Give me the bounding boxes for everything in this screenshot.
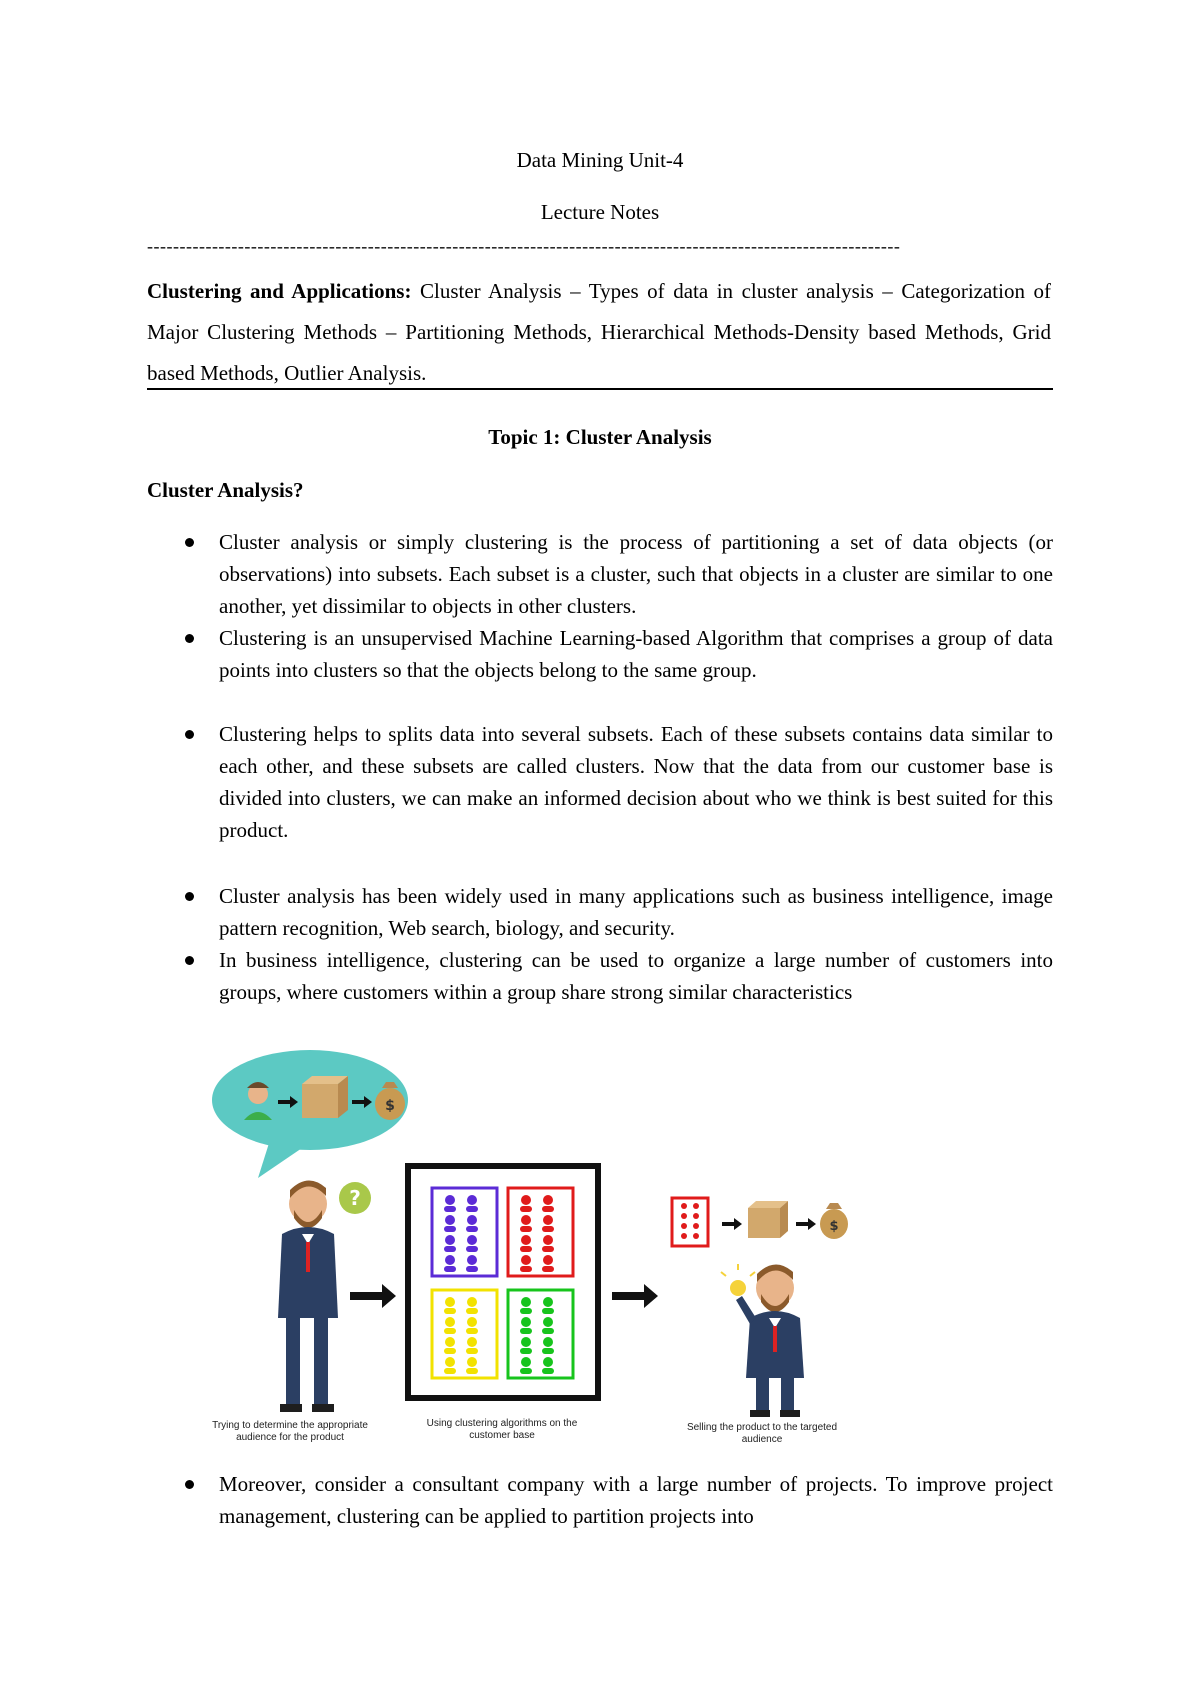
selling-businessman-icon (721, 1264, 804, 1417)
list-item: Clustering is an unsupervised Machine Learning-based Algorithm that comprises a group of data points into clusters so that the objects belong to the same group. (147, 622, 1053, 686)
clustering-illustration (210, 1048, 870, 1448)
caption-middle-line1: Using clustering algorithms on the (426, 1418, 578, 1429)
dashed-separator: -------------------------------------------------------------------------------------------------------------------- (147, 236, 901, 256)
bullet-icon (185, 730, 194, 739)
target-segment-flow (672, 1198, 848, 1246)
list-item: Moreover, consider a consultant company with a large number of projects. To improve project management, clustering can be applied to partition projects into (147, 1468, 1053, 1532)
list-item: Cluster analysis or simply clustering is the process of partitioning a set of data objects (or observations) into subsets. Each subset is a cluster, such that objects in a cluster are similar to one another, yet dissimilar to objects in other clusters. (147, 526, 1053, 622)
arrow-right-icon (350, 1284, 396, 1308)
horizontal-rule (147, 388, 1053, 390)
bullet-icon (185, 538, 194, 547)
caption-right-line2: audience (741, 1434, 783, 1445)
bullet-icon (185, 1480, 194, 1489)
overview-label: Clustering and Applications: (147, 279, 412, 303)
unit-overview (147, 271, 1051, 394)
list-item: Cluster analysis has been widely used in many applications such as business intelligence, image pattern recognition, Web search, biology, and security. (147, 880, 1053, 944)
caption-left-line2: audience for the product (236, 1432, 344, 1443)
document-subtitle: Lecture Notes (540, 200, 660, 224)
svg-text:?: ? (349, 1186, 361, 1210)
svg-text:$: $ (829, 1219, 839, 1234)
section-heading: Cluster Analysis? (147, 478, 304, 502)
topic-heading: Topic 1: Cluster Analysis (488, 425, 712, 449)
cluster-frame (408, 1166, 598, 1398)
caption-middle-line2: customer base (469, 1430, 535, 1441)
document-title: Data Mining Unit-4 (516, 148, 684, 172)
caption-right-line1: Selling the product to the targeted (686, 1422, 838, 1433)
bullet-list-1 (147, 526, 1053, 686)
bullet-icon (185, 634, 194, 643)
bullet-list-2 (147, 718, 1053, 846)
list-item: Clustering helps to splits data into several subsets. Each of these subsets contains data similar to each other, and these subsets are called clusters. Now that the data from our customer base is divided into clusters, we can make an informed decision about who we think is best suited for this product. (147, 718, 1053, 846)
bullet-list-3 (147, 880, 1053, 1008)
bullet-icon (185, 892, 194, 901)
speech-bubble-icon (212, 1050, 408, 1178)
list-item: In business intelligence, clustering can be used to organize a large number of customers into groups, where customers within a group share strong similar characteristics (147, 944, 1053, 1008)
overview-text: Cluster Analysis – Types of data in cluster analysis – Categorization of Major Clustering Methods – Partitioning Methods, Hierarchical Methods-Density based Methods, Grid based Methods, Outlier Analysis. (147, 279, 1051, 385)
bullet-list-4 (147, 1468, 1053, 1532)
arrow-right-icon (612, 1284, 658, 1308)
caption-left-line1: Trying to determine the appropriate (212, 1420, 368, 1431)
svg-text:$: $ (385, 1098, 395, 1114)
bullet-icon (185, 956, 194, 965)
